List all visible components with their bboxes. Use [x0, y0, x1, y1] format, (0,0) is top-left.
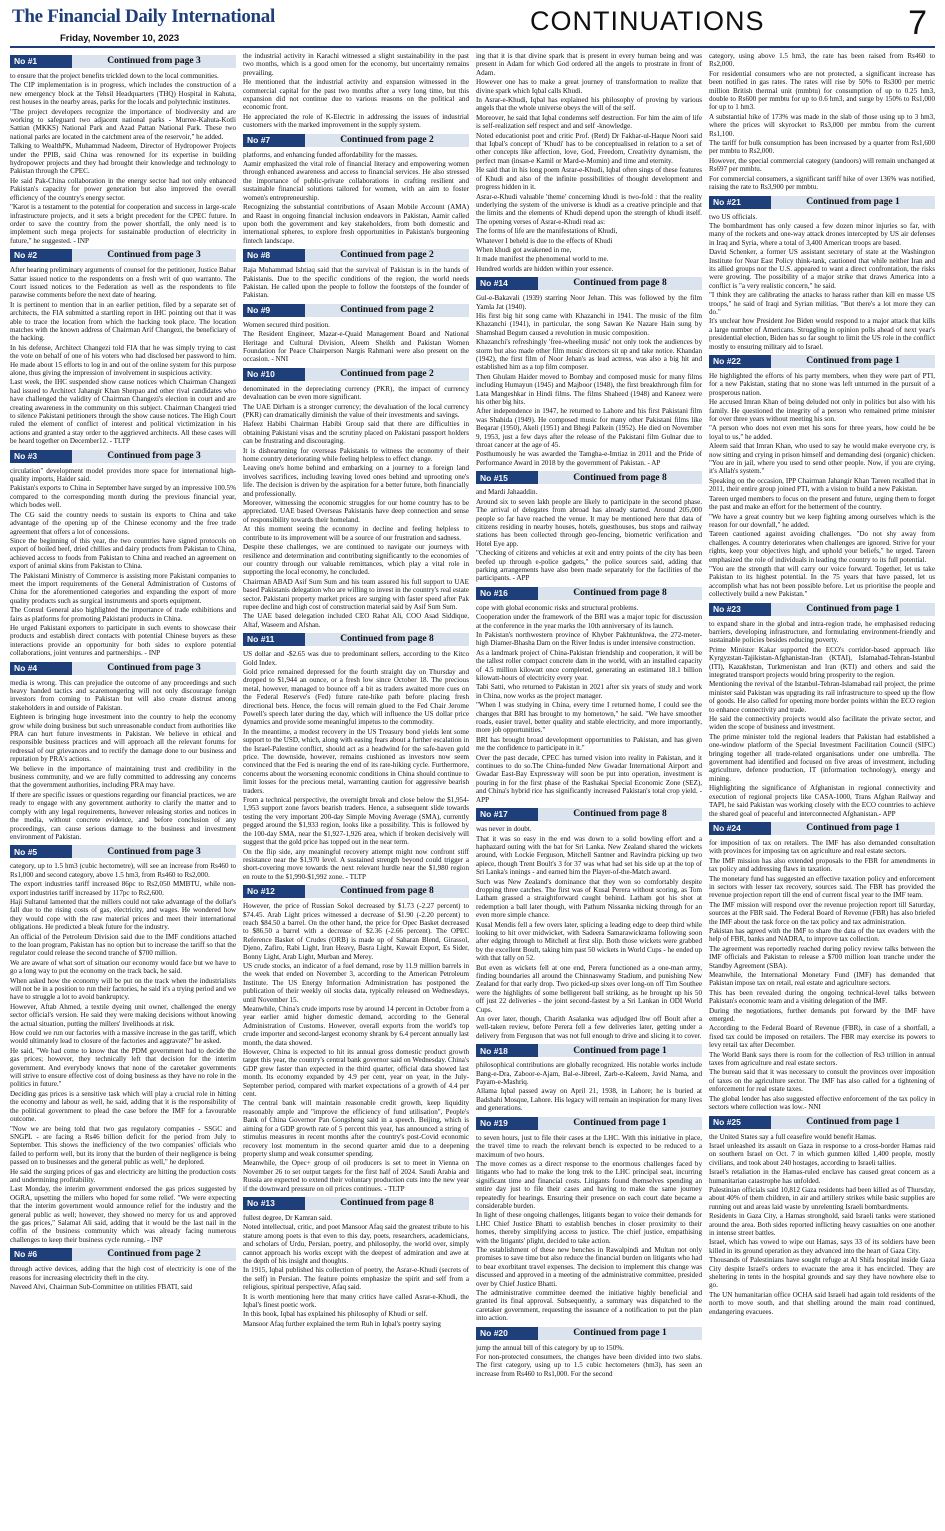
item-number: No #6: [10, 1248, 72, 1261]
continued-from-label: Continued from page 1: [771, 196, 935, 209]
continuation-item: [476, 277, 702, 467]
continued-from-label: Continued from page 3: [72, 55, 236, 68]
body-paragraph: jump the annual bill of this category by up to 150%.: [476, 1343, 624, 1352]
body-paragraph: denominated in the depreciating currency (PKR), the impact of currency devaluation can be even more significant.: [243, 384, 469, 402]
body-paragraph: Israel's retaliation in the Hamas-ruled enclave has caused great concern as a humanitarian catastrophe has unfolded.: [709, 1168, 935, 1185]
body-paragraph: Last Monday, the interim government endorsed the gas prices suggested by OGRA, upsetting the millers who hoped for some relief. "We were expecting that the interim government would announce relief for the industry and the general public as well; however, they showed no mercy for us and approved the gas prices," Salamat Ali said, adding that it would be the last nail in the coffin of the business community which was already facing numerous challenges to keep their business cycle running. - INP: [10, 1185, 236, 1244]
body-paragraph: The establishment of these new benches in Rawalpindi and Multan not only promises to save time but also reduce the financial burden on litigants who had to bear exorbitant travel expenses. The decision to implement this change was discussed and approved in a meeting of the administrative committee, presided over by Chief Justice Bhatti.: [476, 1245, 702, 1288]
column-2: [243, 52, 469, 1526]
continued-from-label: Continued from page 8: [538, 808, 702, 821]
body-paragraph: "Karot is a testament to the potential for cooperation and success in large-scale infrastructure projects, and it sets a bright precedent for the CPEC future. In order to save the country from the power shortfall, the only need is to implement such mega projects for sustainable production of electricity in future," he suggested. - INP: [10, 203, 236, 245]
body-paragraph: Gold price remained depressed for the fourth straight day on Thursday and dropped to $1,944 an ounce, or a fresh low since October 18. The precious metal, however, managed to bounce off a bit as traders awaited more cues on the Federal Reserve's (Fed) future rate-hike path before placing fresh directional bets. Hence, the focus will remain glued to the Fed Chair Jerome Powell's speech later during the day, which will influence the US dollar price dynamics and provide some meaningful impetus to the commodity.: [243, 667, 469, 727]
continuation-item: [243, 134, 469, 245]
body-paragraph: Mansoor Afaq further explained the term Ruh in Iqbal's poetry saying: [243, 1319, 441, 1328]
continuation-header: [476, 471, 702, 484]
body-paragraph: In 1915, Iqbal published his collection of poetry, the Asrar-e-Khudi (secrets of the self) in Persian. The feature points emphasize the spirit and self from a religious, spiritual perspective, Afaq said.: [243, 1266, 469, 1292]
body-paragraph: He said Pak-China collaboration in the energy sector had not only enhanced Pakistan's capacity for power generation but also improved the overall efficiency of the country's energy sector.: [10, 176, 236, 202]
body-paragraph: "You are the strength that will carry our voice forward. Together, let us take Pakistan to its highest potential. In the 75 years that have passed, let us accomplish what has not been possible before. Let us prioritise the people and collectively build a new Pakistan.": [709, 564, 935, 599]
continuation-header: [10, 662, 236, 675]
page-number: 7: [908, 4, 927, 42]
body-paragraph: Recognizing the substantial contributions of Asaan Mobile Account (AMA) and Raast in ongoing financial inclusion endeavors in Pakistan, Aamir called upon both the government and key stakeholders, from both domestic and international spheres, to explore fresh opportunities in Pakistan's burgeoning fintech landscape.: [243, 203, 469, 245]
body-paragraph: It is pertinent to mention that in an earlier petition, filed by a separate set of architects, the FIA submitted a startling report in IHC pointing out that it was able to trace the location from which the hacking took place. The location matches with the known address of Chairman Arif Changezi, the beneficiary of the hacking.: [10, 300, 236, 343]
body-paragraph: The IMF mission will respond over the revenue projection report till Saturday, sources at the FBR said. The Federal Board of Revenue (FBR) has also briefed the IMF about the task force on the tax policy and tax administration.: [709, 900, 935, 926]
body-paragraph: Haji Sultanul lamented that the millers could not take advantage of the dollar's fall due to the rising costs of gas, electricity, and wages. He wondered how they would cope with the raw material prices and meet their international obligations. He predicted a bleak future for the industry.: [10, 897, 236, 932]
continued-from-label: Continued from page 3: [72, 450, 236, 463]
body-paragraph: It is worth mentioning here that many critics have called Asrar-e-Khudi, the Iqbal's finest poetic work.: [243, 1292, 469, 1309]
body-paragraph: However, the price of Russian Sokol decreased by $1.73 (-2.27 percent) to $74.45. Arab Light prices witnessed a decrease of $1.90 (-2.20 percent) to reach $84.50 a barrel. On the other hand, the price for Opec Basket decreased to $86.50 a barrel with a decrease of $2.36 (-2.66 percent). The OPEC Reference Basket of Crudes (ORB) is made up of Saharan Blend, Girassol, Djeno, Zafiro, Rabi Light, Iran Heavy, Basra Light, Kuwait Export, Es Sider, Bonny Light, Arab Light, Murban and Merey.: [243, 902, 469, 961]
body-paragraph: He said that in his long poem Asrar-e-Khudi, Iqbal often sings of these features of Khudi and also of the infinite possibilities of thought development and progress hidden in it.: [476, 166, 702, 192]
body-paragraph: Allama Iqbal passed away on April 21, 1938, in Lahore; he is buried at Badshahi Mosque, Lahore. His legacy will remain an inspiration for many lives and generations.: [476, 1087, 702, 1113]
body-paragraph: through active devices, adding that the high cost of electricity is one of the reasons for increasing electricity theft in the city.: [10, 1265, 236, 1282]
continuation-header: [10, 1248, 236, 1261]
body-paragraph: In this book, Iqbal has explained his philosophy of Khudi or self.: [243, 1310, 428, 1319]
masthead-rule: [10, 46, 935, 48]
body-paragraph: It made manifest the phenomenal world to me.: [476, 255, 609, 264]
body-paragraph: However, the special commercial category (tandoors) will remain unchanged at Rs697 per mmbtu.: [709, 156, 935, 174]
body-paragraph: The CIP implementation is in progress, which includes the construction of a new emergency block at the Tehsil Headquarters (THQ) Hospital in Kahuta, rest houses in the nearby areas, parks for the locals and polytechnic institutes.: [10, 81, 236, 107]
body-paragraph: Hafeez Habibi Chairman Habibi Group said that there are difficulties in obtaining Pakistani visas and the scrutiny placed on Pakistani passport holders can be frustrating and discouraging.: [243, 420, 469, 446]
body-paragraph: Asrar-e-Khudi valuable 'theme' concerning khudi is two-fold : that the reality underlying the system of the universe is khudi as a creative principle and that the limits and the elements of Khudi depend upon the strength of khudi itself. The opening verses of Asrar-e-Khudi read as:: [476, 192, 702, 226]
body-paragraph: The bombardment has only caused a few dozen minor injuries so far, with many of the rockets and one-way attack drones intercepted by US air defenses in Iraq and Syria, where a total of 3,400 American troops are based.: [709, 221, 935, 247]
continuation-item: [476, 1044, 702, 1112]
body-paragraph: As a landmark project of China-Pakistan friendship and cooperation, it will be the tallest roller compact concrete dam in the world, with an installed capacity of 4.5 million kilowatt once completed, generating an estimated 18.1 billion kilowatt-hours of electricity every year.: [476, 648, 702, 682]
body-paragraph: A substantial hike of 173% was made in the slab of those using up to 3 hm3, where the prices will skyrocket to Rs3,000 per mmbtu from the current Rs1,100.: [709, 112, 935, 138]
body-paragraph: Women secured third position.: [243, 320, 330, 329]
body-paragraph: and Mardi Jahaaddin.: [476, 488, 538, 497]
continuation-item: [709, 52, 935, 192]
body-paragraph: He appreciated the role of K-Electric in addressing the issues of industrial customers with the marked improvement in the supply system.: [243, 112, 469, 130]
body-paragraph: Meanwhile, the International Monetary Fund (IMF) has demanded that Pakistan impose tax on retail, real estate and agriculture sectors.: [709, 971, 935, 988]
body-paragraph: Israel unleashed its assault on Gaza in response to a cross-border Hamas raid on southern Israel on Oct. 7 in which gunmen killed 1,400 people, mostly civilians, and took about 240 hostages, according to Israeli tallies.: [709, 1141, 935, 1167]
continuation-header: [476, 1327, 702, 1340]
body-paragraph: circulation" development model provides more space for international high-quality imports, Haider said.: [10, 466, 236, 484]
body-paragraph: Naveed Alvi, Chairman Sub-Committee on utilities FBATI, said: [10, 1283, 193, 1291]
item-number: No #22: [709, 355, 771, 368]
body-paragraph: Residents in Gaza City, a Hamas stronghold, said Israeli tanks were stationed around the area. Both sides reported inflicting heavy casualties on one another in intense street battles.: [709, 1212, 935, 1237]
continuation-header: [10, 249, 236, 262]
column-1: [10, 52, 236, 1526]
item-number: No #17: [476, 808, 538, 821]
continued-from-label: Continued from page 2: [305, 249, 469, 262]
continuation-item: [476, 471, 702, 582]
continuation-item: [10, 450, 236, 658]
item-number: No #8: [243, 249, 305, 262]
body-paragraph: Khazanchi's refreshingly 'free-wheeling music' not only took the audiences by storm but also made other film music directors sit up and take notice. Khandan (1942), the first film of Noor Jehan's as lead actress, was also a big hit and established him as a top film composer.: [476, 338, 702, 372]
item-number: No #4: [10, 662, 72, 675]
body-paragraph: When khudi got awakened in me,: [476, 245, 572, 254]
continuation-item: [243, 1197, 469, 1328]
item-number: No #16: [476, 587, 538, 600]
continued-from-label: Continued from page 3: [72, 249, 236, 262]
body-paragraph: He said the connectivity projects would also facilitate the private sector, and widen the scope of business and investment.: [709, 715, 935, 732]
item-number: No #10: [243, 368, 305, 381]
body-paragraph: The central bank will maintain reasonable credit growth, keep liquidity reasonably ample and "improve the efficiency of fund utilisation", People's Bank of China Governor Pan Gongsheng said in a speech. Beijing, which is aiming for a GDP growth rate of 5 percent this year, has announced a string of stimulus measures in recent months after the country's post-Covid economic recovery lost momentum in the second quarter amid due to a deepening property slump and weak consumer spending.: [243, 1099, 469, 1158]
continued-from-label: Continued from page 1: [771, 603, 935, 616]
continuation-header: [10, 845, 236, 858]
body-paragraph: for imposition of tax on retailers. The IMF has also demanded consultation with provinces for imposing tax on agriculture and real estate sectors.: [709, 838, 935, 856]
body-paragraph: The forms of life are the manifestations of Khudi,: [476, 227, 618, 236]
newspaper-brand: The Financial Daily International: [12, 6, 275, 27]
continuation-header: [476, 1044, 702, 1057]
body-paragraph: Moreover, he said that Iqbal condemns self destruction. For him the aim of life is self-realization self respect and and self -knowledge.: [476, 113, 702, 131]
section-title: CONTINUATIONS: [530, 6, 765, 36]
body-paragraph: media is wrong. This can prejudice the outcome of any proceedings and such heavy handed tactics and scaremongering will not only discourage foreign investors from coming to Pakistan but will also create distrust among stakeholders in and outside of Pakistan.: [10, 678, 236, 712]
continuation-header: [709, 1116, 935, 1129]
continued-from-label: Continued from page 2: [305, 134, 469, 147]
continued-from-label: Continued from page 1: [538, 1117, 702, 1130]
body-paragraph: Hundred worlds are hidden within your essence.: [476, 264, 614, 273]
body-paragraph: Tareen cautioned against avoiding challenges. "Do not shy away from challenges. A country deteriorates when challenges are ignored. Strive for your rights, keep your objectives high, and uphold your beliefs," he urged. Tareen emphasized the role of individuals in leading the country to its full potential.: [709, 530, 935, 564]
body-paragraph: When asked how the economy will be put on the track when the industrialists will not be in a position to run their factories, he said it's a trying period and we have to struggle a lot to avoid bankruptcy.: [10, 976, 236, 1002]
continuation-header: [476, 277, 702, 290]
continuation-header: [476, 1117, 702, 1130]
body-paragraph: The Resident Engineer, Mazar-e-Quaid Management Board and National Heritage and Cultural Division, Aleem Sheikh and Pakistan Women Foundation for Peace Chairperson Nargis Rahmani were also present on the occasion. - NNI: [243, 330, 469, 364]
body-paragraph: platforms, and enhancing funded affordability for the masses.: [243, 150, 418, 159]
body-paragraph: The World Bank says there is room for the collection of Rs3 trillion in annual taxes from agriculture and real estate sectors.: [709, 1050, 935, 1068]
continuation-header: [243, 249, 469, 262]
continued-from-label: Continued from page 2: [72, 1248, 236, 1261]
continued-from-label: Continued from page 8: [305, 885, 469, 898]
body-paragraph: On the flip side, any meaningful recovery attempt might now confront stiff resistance near the $1,970 level. A sustained strength beyond could trigger a short-covering move towards the next relevant hurdle near the $1,980 region en route to the $1,990-$1,992 zone. - TLTP: [243, 847, 469, 881]
body-paragraph: to ensure that the project benefits trickled down to the local communities.: [10, 72, 219, 80]
body-paragraph: If there are specific issues or questions regarding our financial practices, we are ready to engage with any government authority to clarify the matter and to comply with any legal requirements, however releasing stories and notices in the media, without concrete evidence, and before conclusion of any proceedings, can cause serious damage to the business and investment environment of Pakistan.: [10, 790, 236, 841]
body-paragraph: He mentioned that the industrial activity and expansion witnessed in the commercial capital for the past two months after a very long time, but this expansion did not continue due to various reasons on the political and economic front.: [243, 78, 469, 112]
item-number: No #25: [709, 1116, 771, 1129]
body-paragraph: For non-protected consumers, the changes have been divided into two slabs. The first category, using up to 1.5 cubic hectometers (hm3), has seen an increase from Rs460 to Rs1,000. For the second: [476, 1353, 702, 1378]
continuation-header: [709, 603, 935, 616]
body-paragraph: Tareen urged members to focus on the present and future, urging them to forget the past and make an effort for the betterment of the country.: [709, 494, 935, 512]
body-paragraph: Last week, the IHC suspended show cause notices which Chairman Changezi had issued to Architect Jahangir Khan Sherpao and other rival candidates who have challenged the validity of Chairman Changezi's election in court and are creating awareness in the community on this subject. Chairman Changezi tried to silence Pakistani petitioners through the show cause notices. The High Court ruled the element of conflict of interest and political victimization in his actions and granted a stay order to the aggrieved architects. All these cases will be heard together on December12. - TLTP: [10, 378, 236, 446]
body-paragraph: Eighteen is bringing huge investment into the country to help the economy grow while doing business but such unreasonable conduct from authorities like PRA can hurt future investments in Pakistan. We believe in ethical and responsible business practices and will approach all the relevant forums for redressal of our grievances and to rectify the damage done to our business and reputation by PRA's actions.: [10, 713, 236, 764]
continuation-header: [476, 808, 702, 821]
continued-from-label: Continued from page 3: [72, 662, 236, 675]
body-paragraph: The bureau said that it was necessary to consult the provinces over imposition of taxes on the agriculture sector. The IMF has also called for a tightening of enforcement for real estate taxes.: [709, 1068, 935, 1094]
continued-from-label: Continued from page 3: [72, 845, 236, 858]
body-paragraph: philosophical contributions are globally recognized. His notable works include Bang-e-Dra, Zaboor-e-Ajam, Bal-e-Jibreel, Zarb-e-Kaleem, Javid Nama, and Payam-e-Mashriq.: [476, 1061, 702, 1087]
item-number: No #21: [709, 196, 771, 209]
item-number: No #20: [476, 1327, 538, 1340]
body-paragraph: Meanwhile, China's crude imports rose by around 14 percent in October from a year earlier amid higher domestic demand, according to the General Administration of Customs. However, overall exports from the world's top crude importer and second-largest economy shrank by 6.4 percent annually last month, the data showed.: [243, 1005, 469, 1047]
item-number: No #5: [10, 845, 72, 858]
body-paragraph: Speaking on the occasion, IPP Chairman Jahangir Khan Tareen recalled that in 2011, their entire group joined PTI, with a vision to build a new Pakistan.: [709, 476, 935, 494]
body-paragraph: Moreover, witnessing the economic struggles for our home country has to be appreciated. UAE based Overseas Pakistanis have deep connection and sense of responsibility towards their homeland.: [243, 499, 469, 524]
continuation-item: [10, 662, 236, 842]
continuation-item: [10, 249, 236, 446]
body-paragraph: We believe in the importance of maintaining trust and credibility in the business community, and we are fully committed to addressing any concerns that the government authorities, including PRA may have.: [10, 764, 236, 790]
body-paragraph: Mentioning the revival of the Istanbul-Tehran-Islamabad rail project, the prime minister said Pakistan was upgrading its rail infrastructure to speed up the flow of goods. He also called for opening more border points within the ECO region to enhance connectivity and trade.: [709, 680, 935, 714]
continuation-item: [10, 55, 236, 245]
item-number: No #1: [10, 55, 72, 68]
body-paragraph: The prime minister told the regional leaders that Pakistan had established a one-window platform of the Special Investment Facilitation Council (SIFC) bringing together all trade-related organisations under one umbrella. The government had identified and focused on five areas of investment, including agriculture, defence production, IT (information technology), energy and mining.: [709, 732, 935, 783]
body-paragraph: Chairman ABAD Asif Sum Sum and his team assured his full support to UAE based Pakistanis delegation who are willing to invest in the country's real estate sector. Pakistani property market prices are surging with faster speed after Pak rupee decline and high cost of construction material said by Asif Sum Sum.: [243, 577, 469, 611]
body-paragraph: Aleem said that Imran Khan, who used to say he would make everyone cry, is now sitting and crying in prison himself and demanding desi (organic) chicken. "You are in jail, where you used to send other people. Now, if you are crying, it's Allah's system.": [709, 442, 935, 476]
body-paragraph: That it was so easy in the end was down to a solid bowling effort and a haphazard outing with the bat for Sri Lanka. New Zealand shared the wickets around, with Lockie Ferguson, Mitchell Santner and Ravindra picking up two apiece, though Trent Boult's 3 for 37 was what had set his side up at the top of Sri Lanka's innings - and earned him the Player-of-the-Match award.: [476, 834, 702, 877]
continuation-header: [243, 633, 469, 646]
continuation-item: [476, 52, 702, 273]
body-paragraph: was never in doubt.: [476, 825, 532, 834]
body-paragraph: Whatever I beheld is due to the effects of Khudi: [476, 236, 613, 245]
body-paragraph: "Checking of citizens and vehicles at exit and entry points of the city has been beefed up through e-police gadgets," the police sources said, adding that parking arrangements have also been made separately for the facilities of the participants. - APP: [476, 549, 702, 583]
body-paragraph: Despite these challenges, we are continued to navigate our journeys with resilience and determination and contributing significantly to the economies of our country through our valuable remittances, which play a vital role in supporting the local economy, he concluded.: [243, 543, 469, 577]
continuation-item: [243, 249, 469, 300]
body-paragraph: "Now we are being told that two gas regulatory companies - SSGC and SNGPL - are facing a Rs46 billion deficit for the period from July to September. This shows the inefficiency of the two companies' officials who failed to perform well, but its irony that the burden of their negligence is being passed on to businesses and the general public as well," he deplored.: [10, 1124, 236, 1167]
continued-from-label: Continued from page 1: [771, 822, 935, 835]
continuation-header: [243, 1197, 469, 1210]
body-paragraph: fullest degree, Dr Kamran said.: [243, 1213, 333, 1222]
continuation-item: [243, 885, 469, 1193]
column-4: [709, 52, 935, 1526]
body-paragraph: The UN humanitarian office OCHA said Israeli had again told residents of the north to move south, and that shelling around the main road continued, endangering evacuees.: [709, 1290, 935, 1316]
body-paragraph: Highlighting the significance of Afghanistan in regional connectivity and execution of regional projects like CASA-1000, Trans Afghan Railway and TAPI, he said Pakistan was working closely with the ECO countries to achieve the shared goal of peaceful and interconnected Afghanistan.- APP: [709, 784, 935, 818]
body-paragraph: US dollar and -$2.65 was due to predominant sellers, according to the Kitco Gold Index.: [243, 650, 469, 667]
body-paragraph: Raja Muhammad Ishtiaq said that the survival of Pakistan is in the hands of Pakistanis. Due to the specific conditions of the region, the world needs Pakistan. He called upon the people to follow the footsteps of the founder of Pakistan.: [243, 266, 469, 300]
item-number: No #23: [709, 603, 771, 616]
body-paragraph: Tabi Satti, who returned to Pakistan in 2021 after six years of study and work in China, now works as the project manager.: [476, 683, 702, 700]
body-paragraph: Kusal Mendis fell a few overs later, splicing a leading edge to deep third while looking to hit over midwicket, with Sadeera Samarawickrama following soon after edging through to Mitchell at first slip. Both those wickets were grabbed by the excellent Boult, taking him past 50 wickets in World Cups - he ended up with that tally on 52.: [476, 920, 702, 963]
body-paragraph: Cooperation under the framework of the BRI was a major topic for discussion at the conference in the year marks the 10th anniversary of its launch.: [476, 613, 702, 630]
body-paragraph: For commercial consumers, a significant tariff hike of over 136% was notified, raising the rate to Rs3,900 per mmbtu.: [709, 174, 935, 192]
item-number: No #15: [476, 471, 538, 484]
body-paragraph: Over the past decade, CPEC has turned vision into reality in Pakistan, and it continues to do so.The China-funded New Gwadar International Airport and Gwadar East-Bay Expressway will soon be put into operation, investment is pouring in for the first phase of the Rashakai Special Economic Zone (SEZ), and China's hybrid rice has significantly increased Pakistan's total crop yield. - APP: [476, 753, 702, 804]
body-paragraph: category, using above 1.5 hm3, the rate has been raised from Rs460 to Rs2,000.: [709, 52, 935, 69]
body-paragraph: The monetary fund has suggested an effective taxation policy and enforcement in sectors with lesser tax recovery, sources said. The FBR has provided the revenue projection report till the end of current fiscal year to the IMF team.: [709, 874, 935, 900]
continued-from-label: Continued from page 8: [538, 471, 702, 484]
item-number: No #14: [476, 277, 538, 290]
body-paragraph: The administrative committee deemed the initiative highly beneficial and granted its final approval. Subsequently, a summary was dispatched to the caretaker government, requesting the issuance of a notification to put the plan into action.: [476, 1289, 702, 1323]
body-paragraph: He accused Imran Khan of being deluded not only in politics but also with his family. He questioned the integrity of a person who remained prime minister for over three years without meeting his son.: [709, 398, 935, 424]
body-paragraph: Deciding gas prices is a sensitive task which will play a crucial role in hitting the economy and labour as well, he said, adding that it is the responsibility of the political government to plead the case before the IMF for a favourable outcome.: [10, 1089, 236, 1124]
item-number: No #11: [243, 633, 305, 646]
body-paragraph: Since the beginning of this year, the two countries have signed protocols on export of boiled beef, dried chillies and dairy products from Pakistan to China, achieved access to foods from Pakistan to China and reached an agreement on export of animal skins from Pakistan to China.: [10, 536, 236, 571]
continued-from-label: Continued from page 1: [538, 1327, 702, 1340]
body-paragraph: In his defense, Architect Changezi told FIA that he was simply trying to cast the vote on behalf of one of his voters who had disclosed her password to him. He made about 15 efforts to log in and out of the online system for this purpose alone, thus giving the impression of involvement in suspicious activity.: [10, 343, 236, 377]
body-paragraph: In Asrar-e-Khudi, Iqbal has explained his philosophy of proving by various angels that the whole universe obeys the will of the self.: [476, 96, 702, 113]
body-paragraph: However, China is expected to hit its annual gross domestic product growth target this year, the country's central bank governor said on Wednesday. China's GDP grew faster than expected in the third quarter, official data showed last month. Its economy expanded by 4.9 per cent, year on year, in the July-September period, compared with market expectations of a growth of 4.4 per cent.: [243, 1048, 469, 1099]
body-paragraph: However one has to make a great journey of transformation to realize that divine spark which Iqbal calls Khudi.: [476, 78, 702, 95]
body-paragraph: Noted educationist poet and critic Prof. (Retd) Dr Fakhar-ul-Haque Noori said that Iqbal's concept of 'Khudi' has to be conceptualised in relation to a set of other concepts like affection, love, God, Freedom, Creativity dynamism, the perfect man (insan-e Kamil or Mard-e-Momin) and time and eternity.: [476, 131, 702, 165]
body-paragraph: He said, "We had come to know that the PDM government had to decide the gas prices; however, they technically left that decision for the interim government. And everybody knows that none of the caretaker governments will strive to ensure effective cost of doing business as they have no role in the politics in future.": [10, 1046, 236, 1089]
item-number: No #12: [243, 885, 305, 898]
body-paragraph: Such was New Zealand's dominance that they won so comfortably despite dropping three catches. The first was of Kusal Perera without scoring, as Tom Latham grassed a straightforward caught behind. Latham got his shot at redemption a ball later though, with Pathum Nissanka nicking through for an even more simple chance.: [476, 877, 702, 920]
body-paragraph: From a technical perspective, the overnight break and close below the $1,954-1,953 support zone favors bearish traders. Hence, a subsequent slide towards testing the very important 200-day Simple Moving Average (SMA), currently pegged around the $1,933 region, looks like a possibility. This is followed by the 100-day SMA, near the $1,927-1,926 area, which if broken decisively will suggest that the gold price has topped out in the near term.: [243, 796, 469, 847]
continuation-item: [709, 355, 935, 599]
continued-from-label: Continued from page 1: [771, 1116, 935, 1129]
body-paragraph: In light of these ongoing challenges, litigants began to voice their demands for LHC Chief Justice Bhatti to establish benches in closer proximity to their homes, thereby simplifying access to justice. The chief justice, empathising with the litigants' plight, decided to take action.: [476, 1211, 702, 1245]
continuation-item: [476, 808, 702, 1040]
body-paragraph: He urged Pakistani exporters to participate in such events to showcase their products and establish direct contacts with potential Chinese buyers as these interactions provide an opportunity for both sides to explore potential collaborations, joint ventures and partnerships. - INP: [10, 623, 236, 658]
body-paragraph: Thousands of Palestinians have sought refuge at Al Shifa hospital inside Gaza City despite Israel's orders to evacuate the area it has encircled. They are sheltering in tents in the hospital grounds and say they have nowhere else to go.: [709, 1256, 935, 1290]
body-paragraph: It is disheartening for overseas Pakistanis to witness the economy of their home country deteriorating while feeling helpless to effect change.: [243, 446, 469, 464]
item-number: No #24: [709, 822, 771, 835]
body-paragraph: The tariff for bulk consumption has been increased by a quarter from Rs1,600 per mmbtu to Rs2,000.: [709, 139, 935, 156]
body-paragraph: The CG said the country needs to sustain its exports to China and take advantage of the opening up of the Chinese economy and the free trade agreement that offers a lot of concessions.: [10, 510, 236, 536]
continuation-item: [709, 603, 935, 818]
body-paragraph: David Schenker, a former US assistant secretary of state at the Washington Institute for Near East Policy think-tank, cautioned that while neither Iran and its allied groups nor the U.S. appeared to want a direct confrontation, the risks were growing. The possibility of a major strike that draws America into a conflict is "a very realistic concern," he said.: [709, 248, 935, 290]
body-paragraph: Around six to seven lakh people are likely to participate in the second phase. The arrival of delegates from abroad has already started. Around 205,000 people so far have reached the venue. It may be mentioned here that data of citizens residing in nearby houses, hotels, guesthouses, bus stops and railway stations has been collected through geo-fencing, biometric verification and Hotel Eye app.: [476, 497, 702, 548]
body-paragraph: After independence in 1947, he returned to Lahore and his first Pakistani film was Shahida (1949). He composed music for many other Pakistani films like Beqarar (1950), Akeli (1951) and Bhegi Palkein (1952). He died on November 9, 1953, just a few days after the release of the Pakistani film Gulnar due to throat cancer at the age of 45.: [476, 407, 702, 450]
continuation-header: [243, 885, 469, 898]
body-paragraph: The global lender has also suggested effective enforcement of the tax policy in sectors where collection was low.- NNI: [709, 1094, 935, 1112]
body-paragraph: Aamir emphasized the vital role of financial literacy and empowering women through enhanced awareness and access to financial services. He also stressed the importance of public-private collaborations in crafting resilient and sustainable financial solutions tailored for women, with an aim to foster women's entrepreneurship.: [243, 160, 469, 202]
item-number: No #18: [476, 1044, 538, 1057]
body-paragraph: For residential consumers who are not protected, a significant increase has been notified in gas rates. The rates will rise by 50% to Rs300 per metric million British thermal unit (mmbtu) for consumption of up to 0.25 hm3, double to Rs600 per mmbtu for up to 0.6 hm3, and surge by 150% to Rs1,000 for up to 1 hm3.: [709, 69, 935, 112]
body-paragraph: An official of the Petroleum Division said due to the IMF conditions attached to the loan program, Pakistan has no option but to increase the tariff so that the regulator could release the second tranche of $700 million.: [10, 932, 236, 958]
continued-from-label: Continued from page 8: [538, 587, 702, 600]
issue-date: Friday, November 10, 2023: [60, 33, 180, 44]
body-paragraph: He said the surging prices of gas and electricity are hitting the production costs and undermining profitability.: [10, 1167, 236, 1184]
body-paragraph: In the meantime, a modest recovery in the US Treasury bond yields lent some support to the USD, which, along with easing fears about a further escalation in the Israel-Palestine conflict, should act as a headwind for the safe-haven gold price. The downside, however, remains cushioned as investors now seem convinced that the Fed is nearing the end of its rate-hiking cycle. Furthermore, concerns about the worsening economic conditions in China should continue to limit losses for the precious metal, warranting caution for aggressive bearish traders.: [243, 727, 469, 795]
body-paragraph: BRI has brought broad development opportunities to Pakistan, and has given me the confidence to participate in it.": [476, 735, 702, 753]
continued-from-label: Continued from page 1: [538, 1044, 702, 1057]
continued-from-label: Continued from page 2: [305, 304, 469, 317]
body-paragraph: According to the Federal Board of Revenue (FBR), in case of a shortfall, a fixed tax could be imposed on retailers. The FBR may exercise its powers to levy retail tax after December.: [709, 1024, 935, 1050]
item-number: No #9: [243, 304, 305, 317]
continuation-item: [243, 52, 469, 130]
continuation-header: [10, 55, 236, 68]
item-number: No #13: [243, 1197, 305, 1210]
item-number: No #19: [476, 1117, 538, 1130]
body-paragraph: During the negotiations, further demands put forward by the IMF have emerged.: [709, 1006, 935, 1024]
continued-from-label: Continued from page 8: [305, 1197, 469, 1210]
body-paragraph: The IMF mission has also extended proposals to the FBR for amendments in tax policy and addressing flaws in taxation.: [709, 856, 935, 874]
continuation-header: [243, 368, 469, 381]
continuation-header: [243, 304, 469, 317]
body-paragraph: How could we run our factories with a massive increase in the gas tariff, which would ultimately lead to closure of the factories and aggravate?" he asked.: [10, 1029, 236, 1046]
body-paragraph: The Consul General also highlighted the importance of trade exhibitions and fairs as platforms for promoting Pakistani products in China.: [10, 606, 236, 623]
item-number: No #2: [10, 249, 72, 262]
body-paragraph: The move comes as a direct response to the enormous challenges faced by litigants who had to make the long trek to the LHC principal seat, incurring significant time and financial costs. Litigants found themselves spending an entire day just to file their cases and having to make the same journey repeatedly for hearings. Ensuring their presence on each court date became a considerable burden.: [476, 1159, 702, 1210]
body-paragraph: the industrial activity in Karachi witnessed a slight sustainability in the past two months, which is a good omen for the economy, but uncertainty remains prevailing.: [243, 52, 469, 77]
body-paragraph: category, up to 1.5 hm3 (cubic hectometre), will see an increase from Rs460 to Rs1,000 and second category, above 1.5 hm3, from Rs460 to Rs2,000.: [10, 862, 236, 879]
body-paragraph: Meanwhile, the Opec+ group of oil producers is set to meet in Vienna on November 26 to set output targets for the first half of 2024. Saudi Arabia and Russia are expected to extend their voluntary production cuts into the new year if the downward pressure on oil prices continues. - TLTP: [243, 1159, 469, 1193]
body-paragraph: "A person who does not even met his sons for three years, how could he be loyal to us," he added.: [709, 424, 935, 441]
body-paragraph: "I think they are calibrating the attacks to harass rather than kill en masse US troops," he said of Iraqi and Syrian militias. "But there's a lot more they can do.": [709, 291, 935, 316]
continuation-item: [476, 1327, 702, 1379]
body-paragraph: the United States say a full ceasefire would benefit Hamas.: [709, 1132, 877, 1141]
body-paragraph: Prime Minister Kakar supported the ECO's corridor-based approach like Kyrgyzstan-Tajikistan-Afghanistan-Iran (KTAI), Islamabad-Tehran-Istanbul (ITI), Kazakhstan, Turkmenistan and Iran (KTI) and others and said the integrated transport projects would bring prosperity to the region.: [709, 645, 935, 679]
body-paragraph: His first big hit song came with Khazanchi in 1941. The music of the film Khazanchi (1941), in particular, the song Sawan Ke Nazare Hain sung by Shamshad Begum caused a revolution in music composition.: [476, 311, 702, 337]
continued-from-label: Continued from page 1: [771, 355, 935, 368]
body-paragraph: "The project developers recognize the importance of biodiversity and are working to safeguard two adjacent national parks - Murree-Kahuta-Kotli Sattian (MKKS) National Park and Azad Pattan National Park. These two national parks are located in the catchment area of the reservoir," he added.: [10, 107, 236, 141]
body-paragraph: Pakistan has agreed with the IMF to share the data of the tax evaders with the help of FBR, banks and NADRA, to improve tax collection.: [709, 926, 935, 944]
column-3: [476, 52, 702, 1526]
item-number: No #3: [10, 450, 72, 463]
body-paragraph: Pakistan's exports to China in September have surged by an impressive 100.5% compared to the corresponding month during the previous financial year, which bodes well.: [10, 484, 236, 510]
continuation-item: [243, 633, 469, 881]
body-paragraph: At this moment seeing the economy in decline and feeling helpless to contribute to its improvement will be a source of our frustration and sadness.: [243, 525, 469, 542]
body-paragraph: In Pakistan's northwestern province of Khyber Pakhtunkhwa, the 272-meter-high Diamer-Bhasha Dam on the River Indus is under intensive construction.: [476, 630, 702, 648]
continuation-header: [709, 822, 935, 835]
continuation-item: [709, 1116, 935, 1317]
body-paragraph: After hearing preliminary arguments of counsel for the petitioner, Justice Babar Sattar issued notice to the respondents on a fresh writ of quo warranto. The Court issued notices to the Federation as well as the respondents to file parawise comments before the next date of hearing.: [10, 266, 236, 300]
item-number: No #7: [243, 134, 305, 147]
masthead: [10, 4, 935, 50]
body-paragraph: An over later, though, Charith Asalanka was adjudged lbw off Boult after a well-taken review, before Perera fell a few deliveries later, getting under a delivery from Ferguson that was not full enough to drive and slicing it to cover.: [476, 1015, 702, 1040]
body-paragraph: The export industries tariff increased 86pc to Rs2,050 MMBTU, while non-export industries tariff increased by 117pc to Rs2,600.: [10, 880, 236, 897]
body-paragraph: It's unclear how President Joe Biden would respond to a major attack that kills a large number of Americans. Struggling in opinion polls ahead of next year's presidential election, Biden has so far sought to limit the US role in the conflict mostly to ensuring military aid to Israel.: [709, 317, 935, 351]
body-paragraph: However, Aftab Ahmed, a textile dyeing unit owner, challenged the energy sector official's version. He said they were making decisions without knowing the actual situation, putting the millers' livelihoods at risk.: [10, 1002, 236, 1028]
continued-from-label: Continued from page 2: [305, 368, 469, 381]
continuation-header: [476, 587, 702, 600]
continuation-item: [243, 368, 469, 629]
body-paragraph: Gul-e-Bakavali (1939) starring Noor Jehan. This was followed by the film Yamla Jat (1940).: [476, 294, 702, 311]
body-paragraph: We are aware of what sort of situation our economy would face but we have to go a long way to put the economy on the track back, he said.: [10, 958, 236, 976]
body-paragraph: Noted intellectual, critic, and poet Mansoor Afaq said the greatest tribute to his stature among poets is that even to this day, poets, researchers, academicians, and scholars of Urdu, Persian, poetry, and philosophy, the world over, simply cannot approach his works except with the deepest of admiration and awe at the depth of his insight and thoughts.: [243, 1223, 469, 1265]
continuation-header: [709, 196, 935, 209]
body-paragraph: The agreement was reportedly reached during policy review talks between the IMF officials and Pakistan to release a $700 million loan tranche under the Standby Agreement (SBA).: [709, 944, 935, 970]
columns: [10, 52, 935, 1526]
body-paragraph: But even as wickets fell at one end, Perera functioned as a one-man army, finding boundaries all around the Chinnaswamy Stadium, and punishing New Zealand for that early drop. Two picked-up sixes over long-on off Tim Southee were the highlights of some belligerent ball striking, as he brought up his 50 off just 22 deliveries - the joint second-fastest by a Sri Lankan in ODI World Cups.: [476, 963, 702, 1014]
body-paragraph: Israel, which has vowed to wipe out Hamas, says 33 of its soldiers have been killed in its ground operation as they advanced into the heart of Gaza City.: [709, 1238, 935, 1255]
continuation-item: [476, 587, 702, 804]
body-paragraph: Leaving one's home behind and embarking on a journey to a foreign land involves sacrifices, including leaving loved ones behind and uprooting one's life. The decision is driven by the aspiration for a better future, both financially and professionally.: [243, 464, 469, 498]
continuation-item: [476, 1117, 702, 1323]
body-paragraph: "When I was studying in China, every time I returned home, I could see the changes that BRI has brought to my hometown," he said. "We have smoother roads, easier travel, better quality and stable electricity, and more importantly, more job opportunities.": [476, 701, 702, 735]
continuation-header: [709, 355, 935, 368]
body-paragraph: This has been revealed during the ongoing technical-level talks between Pakistan's economic team and a visiting delegation of the IMF.: [709, 988, 935, 1006]
body-paragraph: US crude stocks, an indicator of a fuel demand, rose by 11.9 million barrels in the week that ended on November 3, according to the American Petroleum Institute. The US Energy Information Administration has postponed the publication of their weekly oil stocks data, typically released on Wednesdays, until November 15.: [243, 961, 469, 1004]
body-paragraph: Posthumously he was awarded the Tamgha-e-Imtiaz in 2011 and the Pride of Performance Award in 2018 by the government of Pakistan. - AP: [476, 450, 702, 467]
body-paragraph: The UAE Dirham is a stronger currency; the devaluation of the local currency (PKR) can dramatically diminish the value of their investments and savings.: [243, 402, 469, 419]
body-paragraph: The Pakistani Ministry of Commerce is assisting more Pakistani companies to meet the import requirements of the General Administration of Customs of China for the aforementioned categories and expanding the export of more quality products such as surgical instruments and sports equipment.: [10, 571, 236, 605]
body-paragraph: to seven hours, just to file their cases at the LHC. With this initiative in place, the travel time to reach the relevant bench is expected to be reduced to a maximum of two hours.: [476, 1133, 702, 1159]
continuation-item: [709, 822, 935, 1112]
body-paragraph: Palestinian officials said 10,812 Gaza residents had been killed as of Thursday, about 40% of them children, in air and artillery strikes while basic supplies are running out and areas laid waste by unrelenting Israeli bombardments.: [709, 1185, 935, 1211]
body-paragraph: Then Ghulam Haider moved to Bombay and composed music for many films including Humayun (1945) and Majboor (1948), the first breakthrough film for Lata Mangeshkar in Hindi films. The films Shaheed (1948) and Kaneez were his other big hits.: [476, 372, 702, 407]
continuation-header: [10, 450, 236, 463]
continued-from-label: Continued from page 8: [538, 277, 702, 290]
continuation-item: [709, 196, 935, 352]
continuation-item: [10, 845, 236, 1244]
body-paragraph: The UAE based delegation included CEO Rahat Ali, COO Asad Siddique, Altaf, Waseem and Afshan.: [243, 612, 469, 629]
body-paragraph: "We have a great country but we keep fighting among ourselves which is the reason for our downfall," he added.: [709, 512, 935, 529]
continuation-item: [243, 304, 469, 364]
body-paragraph: He highlighted the efforts of his party members, when they were part of PTI, for a new Pakistan, stating that no stone was left unturned in the pursuit of a prosperous nation.: [709, 372, 935, 397]
body-paragraph: cope with global economic risks and structural problems.: [476, 603, 639, 612]
continuation-item: [10, 1248, 236, 1291]
continuation-header: [243, 134, 469, 147]
body-paragraph: Talking to WealthPK, Muhammad Nadeem, Director of Hydropower Projects under the PPIB, said China was renowned for its expertise in building hydropower projects and they had brought their knowledge and technology to Pakistan through the CPEC.: [10, 142, 236, 176]
continued-from-label: Continued from page 8: [305, 633, 469, 646]
body-paragraph: ing that it is that divine spark that is present in every human being and was present in Adam for which God ordered all the angels to prostrate in front of Adam.: [476, 52, 702, 77]
body-paragraph: two US officials.: [709, 212, 758, 221]
body-paragraph: to expand share in the global and intra-region trade, he emphasised reducing barriers, developing infrastructure, and formulating environment-friendly and sustainable policies besides reducing poverty.: [709, 619, 935, 645]
